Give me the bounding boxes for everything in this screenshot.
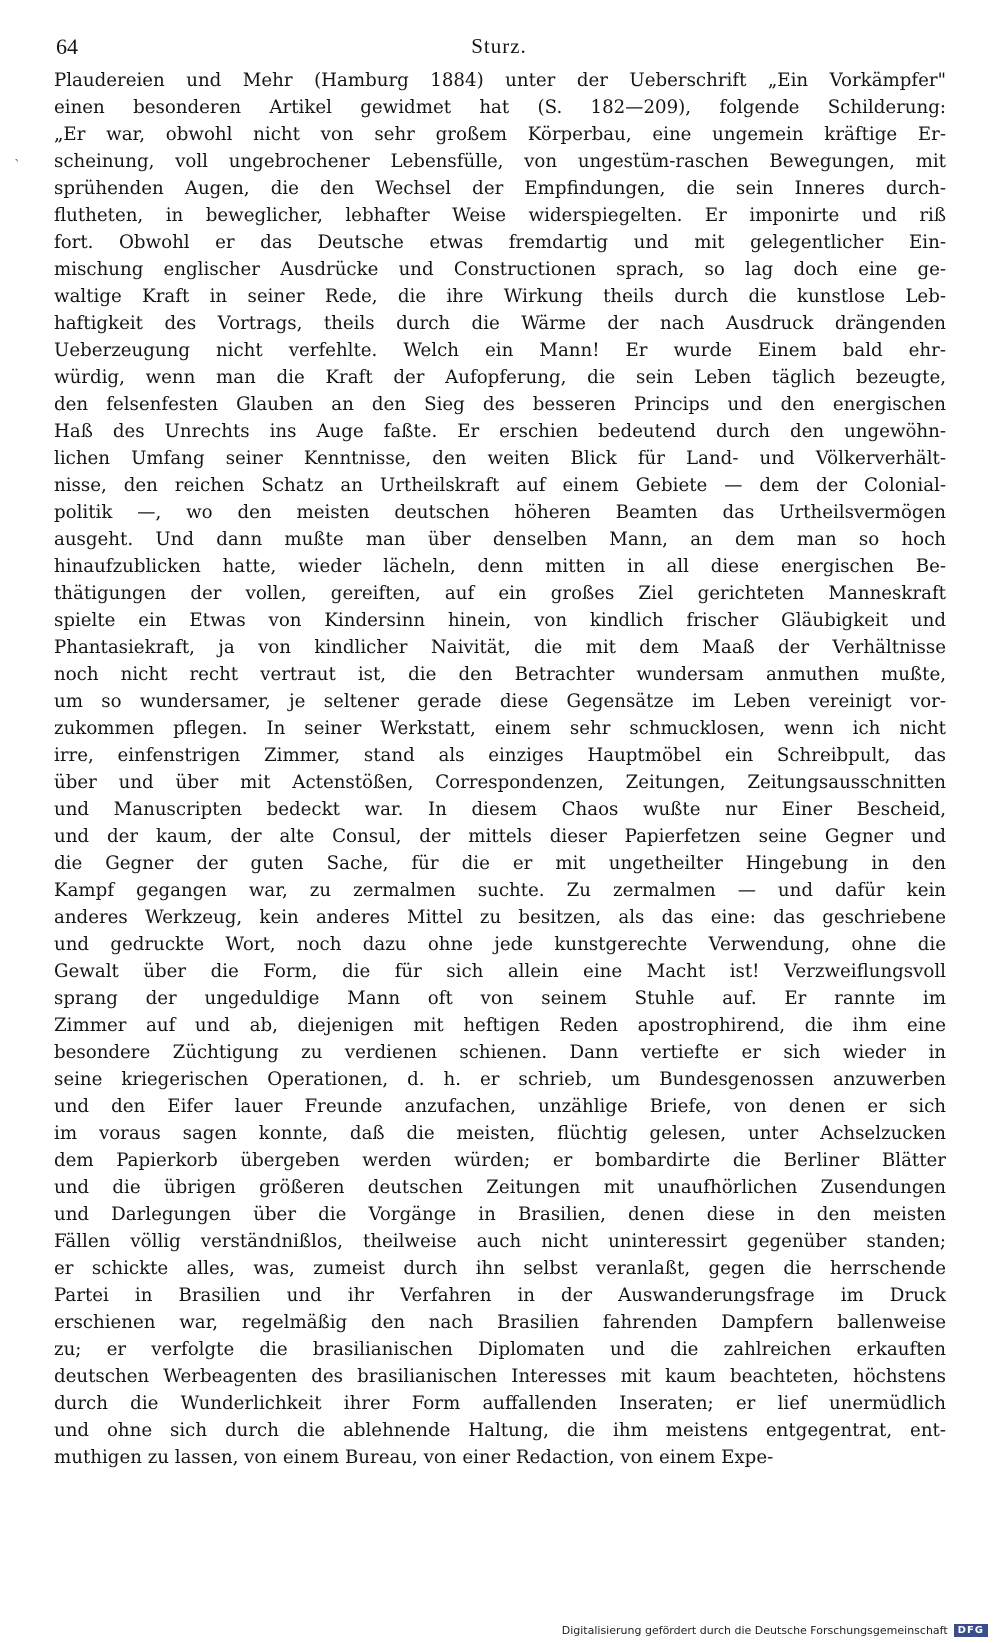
text-line: sprang der ungeduldige Mann oft von seinem Stuhle auf. Er rannte im <box>54 988 946 1009</box>
text-line: waltige Kraft in seiner Rede, die ihre Wirkung theils durch die kunstlose Leb- <box>54 286 946 307</box>
text-line: er schickte alles, was, zumeist durch ihn selbst veranlaßt, gegen die herrschende <box>54 1258 946 1279</box>
text-line: politik —, wo den meisten deutschen höheren Beamten das Urtheilsvermögen <box>54 502 946 523</box>
text-line: und den Eifer lauer Freunde anzufachen, unzählige Briefe, von denen er sich <box>54 1096 946 1117</box>
text-line: Kampf gegangen war, zu zermalmen suchte. Zu zermalmen — und dafür kein <box>54 880 946 901</box>
text-line: Fällen völlig verständnißlos, theilweise auch nicht uninteressirt gegenüber standen; <box>54 1231 946 1252</box>
page-header <box>56 34 942 66</box>
text-line: und gedruckte Wort, noch dazu ohne jede kunstgerechte Verwendung, ohne die <box>54 934 946 955</box>
page-number: 64 <box>56 34 78 59</box>
text-line: scheinung, voll ungebrochener Lebensfülle, von ungestüm-raschen Bewegungen, mit <box>54 151 946 172</box>
text-line: flutheten, in beweglicher, lebhafter Weise widerspiegelten. Er imponirte und riß <box>54 205 946 226</box>
text-line: muthigen zu lassen, von einem Bureau, von einer Redaction, von einem Expe- <box>54 1447 774 1468</box>
text-line: Haß des Unrechts ins Auge faßte. Er erschien bedeutend durch den ungewöhn- <box>54 421 946 442</box>
text-line: Gewalt über die Form, die für sich allein eine Macht ist! Verzweiflungsvoll <box>54 961 946 982</box>
text-line: „Er war, obwohl nicht von sehr großem Körperbau, eine ungemein kräftige Er- <box>54 124 946 145</box>
running-head: Sturz. <box>471 34 527 58</box>
text-line: dem Papierkorb übergeben werden würden; er bombardirte die Berliner Blätter <box>54 1150 946 1171</box>
text-line: und die übrigen größeren deutschen Zeitungen mit unaufhörlichen Zusendungen <box>54 1177 946 1198</box>
text-line: und Manuscripten bedeckt war. In diesem Chaos wußte nur Einer Bescheid, <box>54 799 946 820</box>
text-line: nisse, den reichen Schatz an Urtheilskraft auf einem Gebiete — dem der Colonial- <box>54 475 946 496</box>
text-line: spielte ein Etwas von Kindersinn hinein, von kindlich frischer Gläubigkeit und <box>54 610 946 631</box>
text-line: über und über mit Actenstößen, Correspondenzen, Zeitungen, Zeitungsausschnitten <box>54 772 946 793</box>
text-line: Plaudereien und Mehr (Hamburg 1884) unter der Ueberschrift „Ein Vorkämpfer" <box>54 70 946 91</box>
text-line: und ohne sich durch die ablehnende Haltung, die ihm meistens entgegentrat, ent- <box>54 1420 946 1441</box>
text-line: lichen Umfang seiner Kenntnisse, den weiten Blick für Land- und Völkerverhält- <box>54 448 946 469</box>
body-text <box>54 67 946 1471</box>
text-line: im voraus sagen konnte, daß die meisten, flüchtig gelesen, unter Achselzucken <box>54 1123 946 1144</box>
text-line: und Darlegungen über die Vorgänge in Brasilien, denen diese in den meisten <box>54 1204 946 1225</box>
text-line: um so wundersamer, je seltener gerade diese Gegensätze im Leben vereinigt vor- <box>54 691 946 712</box>
stray-mark: ` <box>14 158 21 174</box>
text-line: besondere Züchtigung zu verdienen schienen. Dann vertiefte er sich wieder in <box>54 1042 946 1063</box>
dfg-logo: DFG <box>954 1624 988 1637</box>
text-line: zukommen pflegen. In seiner Werkstatt, einem sehr schmucklosen, wenn ich nicht <box>54 718 946 739</box>
text-line: zu; er verfolgte die brasilianischen Diplomaten und die zahlreichen erkauften <box>54 1339 946 1360</box>
text-line: fort. Obwohl er das Deutsche etwas fremdartig und mit gelegentlicher Ein- <box>54 232 946 253</box>
text-line: haftigkeit des Vortrags, theils durch die Wärme der nach Ausdruck drängenden <box>54 313 946 334</box>
text-line: noch nicht recht vertraut ist, die den Betrachter wundersam anmuthen mußte, <box>54 664 946 685</box>
digitization-credit: Digitalisierung gefördert durch die Deutsche Forschungsgemeinschaft <box>561 1624 948 1637</box>
text-line: thätigungen der vollen, gereiften, auf ein großes Ziel gerichteten Manneskraft <box>54 583 946 604</box>
text-line: deutschen Werbeagenten des brasilianischen Interesses mit kaum beachteten, höchstens <box>54 1366 946 1387</box>
text-line: würdig, wenn man die Kraft der Aufopferung, die sein Leben täglich bezeugte, <box>54 367 946 388</box>
text-line: seine kriegerischen Operationen, d. h. er schrieb, um Bundesgenossen anzuwerben <box>54 1069 946 1090</box>
text-line: Phantasiekraft, ja von kindlicher Naivität, die mit dem Maaß der Verhältnisse <box>54 637 946 658</box>
text-line: den felsenfesten Glauben an den Sieg des besseren Princips und den energischen <box>54 394 946 415</box>
text-line: sprühenden Augen, die den Wechsel der Empfindungen, die sein Inneres durch- <box>54 178 946 199</box>
text-line: und der kaum, der alte Consul, der mittels dieser Papierfetzen seine Gegner und <box>54 826 946 847</box>
text-line: Partei in Brasilien und ihr Verfahren in der Auswanderungsfrage im Druck <box>54 1285 946 1306</box>
text-line: ausgeht. Und dann mußte man über denselben Mann, an dem man so hoch <box>54 529 946 550</box>
text-line: mischung englischer Ausdrücke und Constructionen sprach, so lag doch eine ge- <box>54 259 946 280</box>
footer <box>562 1624 988 1637</box>
text-line: erschienen war, regelmäßig den nach Brasilien fahrenden Dampfern ballenweise <box>54 1312 946 1333</box>
text-line: hinaufzublicken hatte, wieder lächeln, denn mitten in all diese energischen Be- <box>54 556 946 577</box>
text-line: einen besonderen Artikel gewidmet hat (S. 182—209), folgende Schilderung: <box>54 97 946 118</box>
text-line: die Gegner der guten Sache, für die er mit ungetheilter Hingebung in den <box>54 853 946 874</box>
text-line: Zimmer auf und ab, diejenigen mit heftigen Reden apostrophirend, die ihm eine <box>54 1015 946 1036</box>
text-line: durch die Wunderlichkeit ihrer Form auffallenden Inseraten; er lief unermüdlich <box>54 1393 946 1414</box>
text-line: Ueberzeugung nicht verfehlte. Welch ein Mann! Er wurde Einem bald ehr- <box>54 340 946 361</box>
text-line: anderes Werkzeug, kein anderes Mittel zu besitzen, als das eine: das geschriebene <box>54 907 946 928</box>
text-line: irre, einfenstrigen Zimmer, stand als einziges Hauptmöbel ein Schreibpult, das <box>54 745 946 766</box>
